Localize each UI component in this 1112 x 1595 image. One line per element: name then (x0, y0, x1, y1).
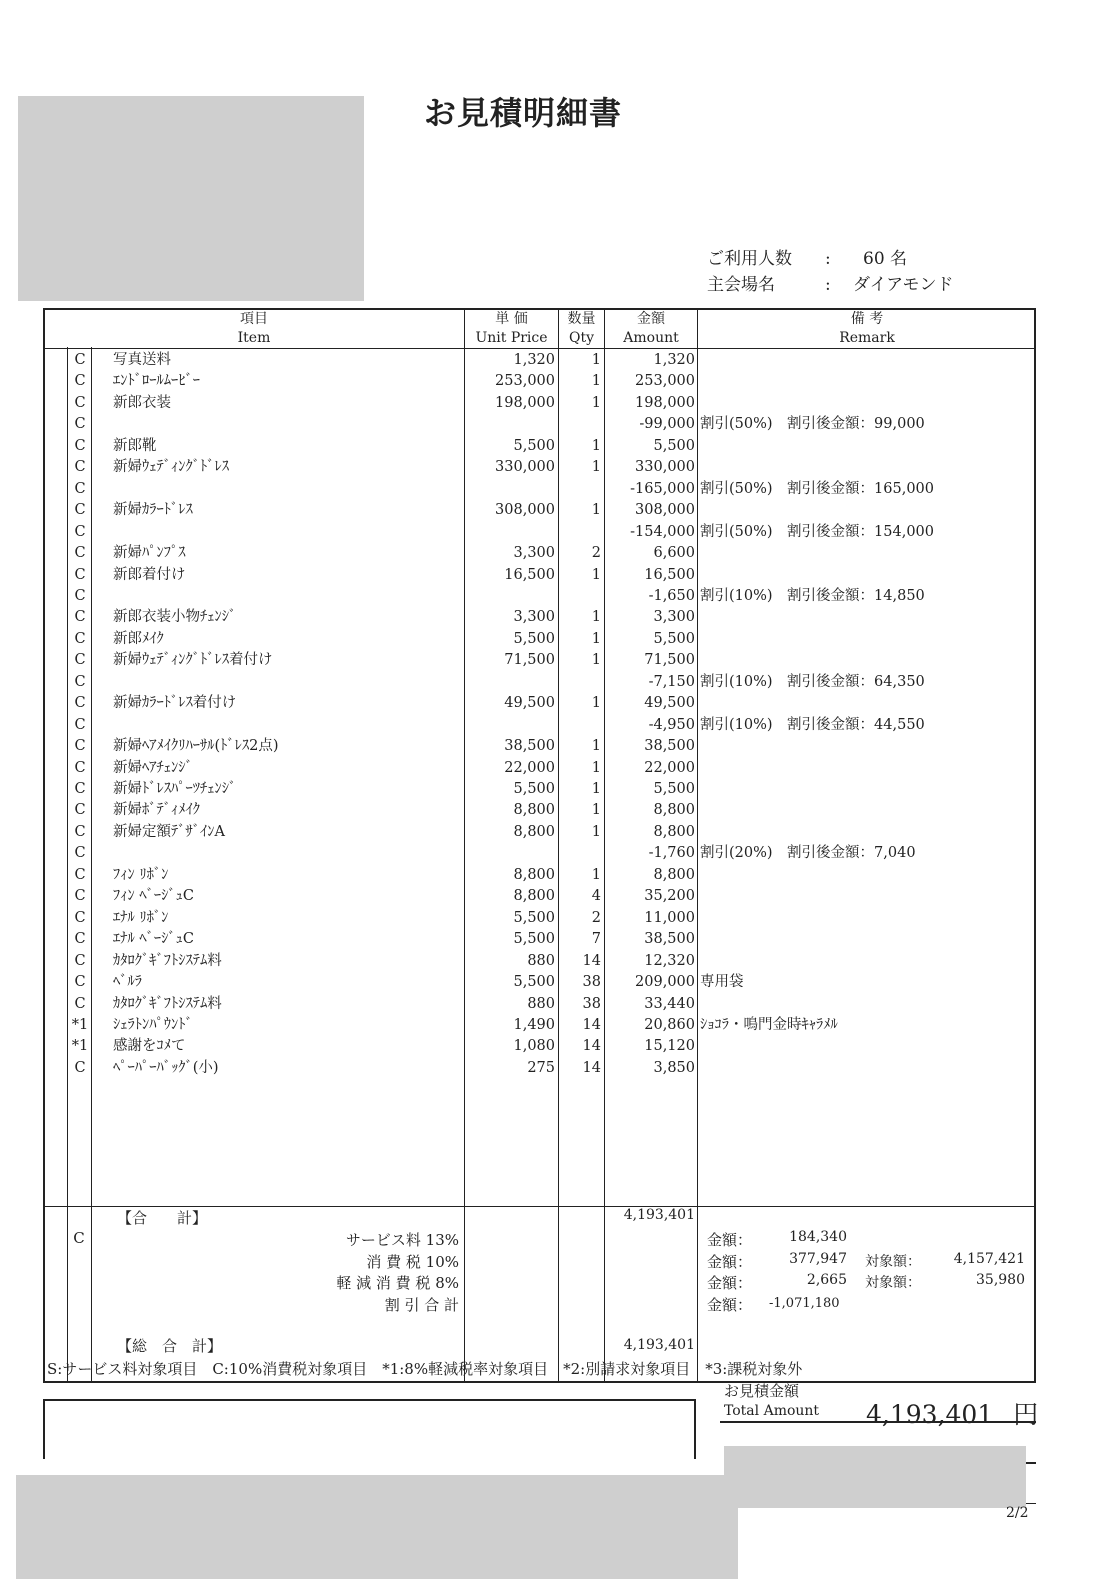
cell-qty: 4 (591, 888, 601, 905)
header-price-ja: 単 価 (495, 311, 528, 327)
cell-qty: 1 (591, 502, 601, 519)
cell-name: ﾍﾞﾙﾗ (113, 974, 142, 991)
cell-remark: 割引(10%) 割引後金額：64,350 (700, 673, 925, 690)
table-row (45, 1057, 1034, 1079)
table-row (45, 542, 1034, 564)
table-row (45, 928, 1034, 950)
estimate-table (43, 308, 1036, 1383)
cell-price: 8,800 (513, 888, 555, 905)
cell-price: 198,000 (495, 394, 555, 411)
cell-amount: -4,950 (648, 716, 695, 733)
page-number: 2/2 (1006, 1505, 1029, 1521)
cell-name: 新婦ﾊﾟﾝﾌﾟｽ (113, 545, 186, 562)
cell-qty: 2 (591, 545, 601, 562)
cell-mark: C (74, 630, 86, 647)
reduced-tax-amount: 2,665 (806, 1272, 847, 1288)
separator: : (825, 249, 831, 269)
cell-qty: 1 (591, 459, 601, 476)
total-amount-unit: 円 (1013, 1400, 1039, 1429)
cell-price: 22,000 (504, 759, 555, 776)
table-row (45, 413, 1034, 435)
header-amount-en: Amount (623, 330, 679, 346)
cell-amount: 330,000 (635, 459, 695, 476)
header-price (465, 310, 558, 348)
header-item-ja: 項目 (240, 311, 268, 327)
cell-amount: 253,000 (635, 373, 695, 390)
cell-mark: C (74, 931, 86, 948)
cell-name: 新郎衣装 (113, 394, 171, 411)
total-label-ja: お見積金額 (724, 1382, 800, 1400)
cell-mark: C (74, 394, 86, 411)
cell-price: 308,000 (495, 502, 555, 519)
cell-name: 感謝をｺﾒて (113, 1038, 186, 1055)
reduced-amount-label: 金額： (707, 1274, 753, 1292)
table-row (45, 521, 1034, 543)
cell-mark: C (74, 652, 86, 669)
cell-price: 5,500 (513, 437, 555, 454)
cell-mark: C (74, 1059, 86, 1076)
cell-qty: 1 (591, 695, 601, 712)
cell-name: 新郎ﾒｲｸ (113, 630, 164, 647)
cell-name: ｶﾀﾛｸﾞｷﾞﾌﾄｼｽﾃﾑ料 (113, 995, 222, 1012)
cell-mark: C (74, 459, 86, 476)
cell-amount: 1,320 (653, 352, 695, 368)
table-row (45, 950, 1034, 972)
guest-count-line (707, 244, 907, 269)
cell-amount: 5,500 (653, 781, 695, 797)
cell-mark: C (74, 845, 86, 862)
cell-amount: -165,000 (630, 480, 695, 497)
table-row (45, 649, 1034, 671)
cell-price: 275 (527, 1059, 555, 1076)
cell-qty: 38 (582, 974, 601, 991)
redacted-signature-block (724, 1446, 1026, 1508)
table-row (45, 606, 1034, 628)
tax-legend: S:サービス料対象項目 C:10%消費税対象項目 *1:8%軽減税率対象項目 *2:別請求対象項目 *3:課税対象外 (47, 1360, 803, 1378)
table-row (45, 478, 1034, 500)
cell-price: 8,800 (513, 823, 555, 840)
cell-mark: C (74, 823, 86, 840)
cell-amount: 308,000 (635, 502, 695, 519)
table-row (45, 971, 1034, 993)
cell-amount: 12,320 (644, 952, 695, 969)
header-qty-en: Qty (568, 330, 594, 346)
cell-amount: 16,500 (644, 566, 695, 583)
cell-amount: 20,860 (644, 1016, 695, 1033)
table-row (45, 456, 1034, 478)
table-row (45, 564, 1034, 586)
cell-amount: 8,800 (653, 823, 695, 840)
cell-name: 新婦ﾄﾞﾚｽﾊﾟｰﾂﾁｪﾝｼﾞ (113, 781, 237, 797)
table-row (45, 735, 1034, 757)
cell-amount: 33,440 (644, 995, 695, 1012)
cell-amount: 8,800 (653, 866, 695, 883)
cell-remark: 割引(50%) 割引後金額：154,000 (700, 523, 935, 540)
cell-qty: 1 (591, 352, 601, 368)
table-row (45, 692, 1034, 714)
venue-value: ダイアモンド (853, 275, 954, 295)
cell-mark: *1 (71, 1038, 89, 1055)
cell-name: 新郎靴 (113, 437, 157, 454)
header-remark (698, 310, 1036, 348)
cell-qty: 38 (582, 995, 601, 1012)
cell-qty: 1 (591, 566, 601, 583)
cell-price: 5,500 (513, 974, 555, 991)
cell-name: 新婦ｳｪﾃﾞｨﾝｸﾞﾄﾞﾚｽ着付け (113, 652, 273, 669)
header-amount (605, 310, 697, 348)
cell-mark: C (74, 802, 86, 819)
discount-amount-label: 金額： (707, 1296, 753, 1314)
cell-qty: 14 (582, 1059, 601, 1076)
consumption-tax-label: 消 費 税 10% (366, 1253, 459, 1271)
header-amount-ja: 金額 (637, 311, 665, 327)
table-row (45, 349, 1034, 371)
cell-name: 新婦ｶﾗｰﾄﾞﾚｽ着付け (113, 695, 237, 712)
cell-amount: 49,500 (644, 695, 695, 712)
cell-remark: 割引(50%) 割引後金額：99,000 (700, 416, 925, 433)
cell-amount: 198,000 (635, 394, 695, 411)
tax-amount-label: 金額： (707, 1253, 753, 1271)
cell-qty: 1 (591, 781, 601, 797)
cell-price: 5,500 (513, 909, 555, 926)
cell-mark: *1 (71, 1016, 89, 1033)
cell-mark: C (74, 759, 86, 776)
cell-amount: -1,650 (648, 587, 695, 604)
cell-qty: 14 (582, 1038, 601, 1055)
cell-price: 1,320 (513, 352, 555, 368)
grand-total-amount: 4,193,401 (623, 1337, 695, 1353)
tax-target-label: 対象額： (865, 1254, 921, 1270)
cell-qty: 1 (591, 373, 601, 390)
discount-total-label: 割 引 合 計 (384, 1296, 459, 1314)
total-amount-value: 4,193,401 (866, 1400, 994, 1429)
cell-mark: C (74, 952, 86, 969)
cell-amount: 15,120 (644, 1038, 695, 1055)
total-label-en: Total Amount (724, 1403, 820, 1419)
reduced-tax-label: 軽 減 消 費 税 8% (336, 1274, 459, 1292)
tax-amount: 377,947 (789, 1251, 847, 1267)
cell-mark: C (74, 566, 86, 583)
table-row (45, 1035, 1034, 1057)
cell-mark: C (74, 437, 86, 454)
header-item-en: Item (237, 330, 271, 346)
cell-price: 5,500 (513, 781, 555, 797)
cell-name: 新婦ｳｪﾃﾞｨﾝｸﾞﾄﾞﾚｽ (113, 459, 229, 476)
cell-amount: 6,600 (653, 545, 695, 562)
cell-amount: 38,500 (644, 738, 695, 755)
cell-price: 880 (527, 952, 555, 969)
redacted-footer-block (16, 1475, 738, 1579)
table-row (45, 628, 1034, 650)
header-item (45, 310, 463, 348)
cell-qty: 1 (591, 823, 601, 840)
cell-remark: 割引(10%) 割引後金額：14,850 (700, 587, 925, 604)
cell-name: 新婦ﾍｱﾁｪﾝｼﾞ (113, 759, 193, 776)
cell-qty: 1 (591, 802, 601, 819)
redacted-header-block (18, 96, 364, 301)
cell-price: 71,500 (504, 652, 555, 669)
cell-price: 49,500 (504, 695, 555, 712)
cell-amount: -1,760 (648, 845, 695, 862)
cell-name: 新郎衣装小物ﾁｪﾝｼﾞ (113, 609, 237, 626)
cell-qty: 1 (591, 394, 601, 411)
table-row (45, 821, 1034, 843)
cell-amount: 5,500 (653, 630, 695, 647)
header-qty-ja: 数量 (567, 311, 596, 327)
cell-name: ｴﾅﾙ ﾍﾞｰｼﾞｭC (113, 931, 194, 948)
cell-name: ｶﾀﾛｸﾞｷﾞﾌﾄｼｽﾃﾑ料 (113, 952, 222, 969)
cell-price: 253,000 (495, 373, 555, 390)
cell-name: 新婦ｶﾗｰﾄﾞﾚｽ (113, 502, 193, 519)
separator: : (825, 275, 831, 295)
header-qty (559, 310, 604, 348)
cell-qty: 1 (591, 866, 601, 883)
header-price-en: Unit Price (475, 330, 548, 346)
cell-price: 880 (527, 995, 555, 1012)
cell-name: ﾌｨﾝ ﾍﾞｰｼﾞｭC (113, 888, 194, 905)
cell-qty: 1 (591, 437, 601, 454)
cell-price: 1,080 (513, 1038, 555, 1055)
total-amount (866, 1395, 1038, 1431)
cell-mark: C (74, 888, 86, 905)
table-row (45, 1014, 1034, 1036)
cell-mark: C (74, 909, 86, 926)
cell-amount: -154,000 (630, 523, 695, 540)
cell-amount: 71,500 (644, 652, 695, 669)
table-row (45, 585, 1034, 607)
cell-name: ﾌｨﾝ ﾘﾎﾞﾝ (113, 866, 169, 883)
cell-amount: 3,300 (653, 609, 695, 626)
cell-mark: C (74, 523, 86, 540)
cell-price: 38,500 (504, 738, 555, 755)
cell-mark: C (74, 609, 86, 626)
guest-count-label: ご利用人数 (707, 249, 792, 269)
cell-mark: C (74, 695, 86, 712)
table-row (45, 778, 1034, 800)
header-remark-en: Remark (839, 330, 895, 346)
cell-amount: -7,150 (648, 673, 695, 690)
cell-mark: C (74, 995, 86, 1012)
table-row (45, 885, 1034, 907)
cell-qty: 2 (591, 909, 601, 926)
cell-price: 5,500 (513, 630, 555, 647)
cell-mark: C (74, 480, 86, 497)
total-underline (720, 1421, 1036, 1423)
header-remark-ja: 備 考 (850, 311, 884, 327)
table-row (45, 671, 1034, 693)
cell-qty: 7 (591, 931, 601, 948)
cell-qty: 14 (582, 1016, 601, 1033)
table-row (45, 993, 1034, 1015)
table-row (45, 392, 1034, 414)
service-charge-label: サービス料 13% (345, 1231, 459, 1249)
venue-line (707, 270, 953, 295)
cell-amount: 22,000 (644, 759, 695, 776)
cell-mark: C (74, 716, 86, 733)
table-row (45, 799, 1034, 821)
cell-price: 8,800 (513, 802, 555, 819)
cell-mark: C (74, 373, 86, 390)
notes-box (43, 1399, 696, 1459)
cell-qty: 1 (591, 630, 601, 647)
cell-remark: ｼｮｺﾗ・鳴門金時ｷｬﾗﾒﾙ (700, 1016, 838, 1033)
discount-total-amount: -1,071,180 (769, 1296, 840, 1311)
cell-qty: 1 (591, 759, 601, 776)
cell-amount: -99,000 (639, 416, 695, 433)
cell-mark: C (74, 545, 86, 562)
table-row (45, 907, 1034, 929)
cell-name: 新婦定額ﾃﾞｻﾞｲﾝA (113, 823, 225, 840)
cell-mark: C (74, 416, 86, 433)
cell-name: ｴﾅﾙ ﾘﾎﾞﾝ (113, 909, 169, 926)
table-row (45, 757, 1034, 779)
table-row (45, 435, 1034, 457)
cell-mark: C (74, 866, 86, 883)
service-amount: 184,340 (789, 1229, 847, 1245)
cell-price: 16,500 (504, 566, 555, 583)
cell-name: 写真送料 (113, 352, 171, 368)
cell-mark: C (74, 974, 86, 991)
cell-mark: C (74, 738, 86, 755)
cell-mark: C (74, 781, 86, 797)
reduced-target-label: 対象額： (865, 1275, 921, 1291)
table-row (45, 842, 1034, 864)
cell-amount: 3,850 (653, 1059, 695, 1076)
document-title: お見積明細書 (424, 94, 623, 132)
guest-count-value: 60 名 (863, 249, 908, 269)
grand-total-label: 【総 合 計】 (117, 1337, 223, 1355)
cell-qty: 1 (591, 609, 601, 626)
cell-name: 新婦ﾎﾞﾃﾞｨﾒｲｸ (113, 802, 200, 819)
cell-name: 新郎着付け (113, 566, 186, 583)
cell-qty: 14 (582, 952, 601, 969)
cell-amount: 209,000 (635, 974, 695, 991)
venue-label: 主会場名 (707, 275, 775, 295)
table-row (45, 370, 1034, 392)
cell-remark: 割引(20%) 割引後金額：7,040 (700, 845, 916, 862)
service-amount-label: 金額： (707, 1231, 753, 1249)
cell-price: 3,300 (513, 545, 555, 562)
tax-target-amount: 4,157,421 (953, 1251, 1025, 1267)
subtotal-amount: 4,193,401 (623, 1207, 695, 1223)
reduced-target-amount: 35,980 (976, 1272, 1025, 1288)
subtotal-label: 【合 計】 (117, 1209, 208, 1227)
cell-mark: C (74, 352, 86, 368)
cell-remark: 割引(10%) 割引後金額：44,550 (700, 716, 925, 733)
cell-name: ｼｪﾗﾄﾝﾊﾟｳﾝﾄﾞ (113, 1016, 193, 1033)
cell-price: 8,800 (513, 866, 555, 883)
summary-tax-mark: C (73, 1229, 85, 1247)
cell-price: 1,490 (513, 1016, 555, 1033)
cell-price: 330,000 (495, 459, 555, 476)
table-row (45, 714, 1034, 736)
cell-mark: C (74, 587, 86, 604)
cell-remark: 割引(50%) 割引後金額：165,000 (700, 480, 935, 497)
cell-mark: C (74, 502, 86, 519)
cell-mark: C (74, 673, 86, 690)
cell-remark: 専用袋 (700, 974, 744, 991)
cell-name: 新婦ﾍｱﾒｲｸﾘﾊｰｻﾙ(ﾄﾞﾚｽ2点) (113, 738, 279, 755)
cell-amount: 8,800 (653, 802, 695, 819)
cell-amount: 11,000 (644, 909, 695, 926)
cell-qty: 1 (591, 738, 601, 755)
table-row (45, 499, 1034, 521)
table-row (45, 864, 1034, 886)
cell-name: ﾍﾟｰﾊﾟｰﾊﾞｯｸﾞ(小) (113, 1059, 219, 1076)
cell-amount: 38,500 (644, 931, 695, 948)
cell-price: 3,300 (513, 609, 555, 626)
cell-name: ｴﾝﾄﾞﾛｰﾙﾑｰﾋﾞｰ (113, 373, 200, 390)
cell-amount: 35,200 (644, 888, 695, 905)
cell-amount: 5,500 (653, 437, 695, 454)
cell-qty: 1 (591, 652, 601, 669)
cell-price: 5,500 (513, 931, 555, 948)
